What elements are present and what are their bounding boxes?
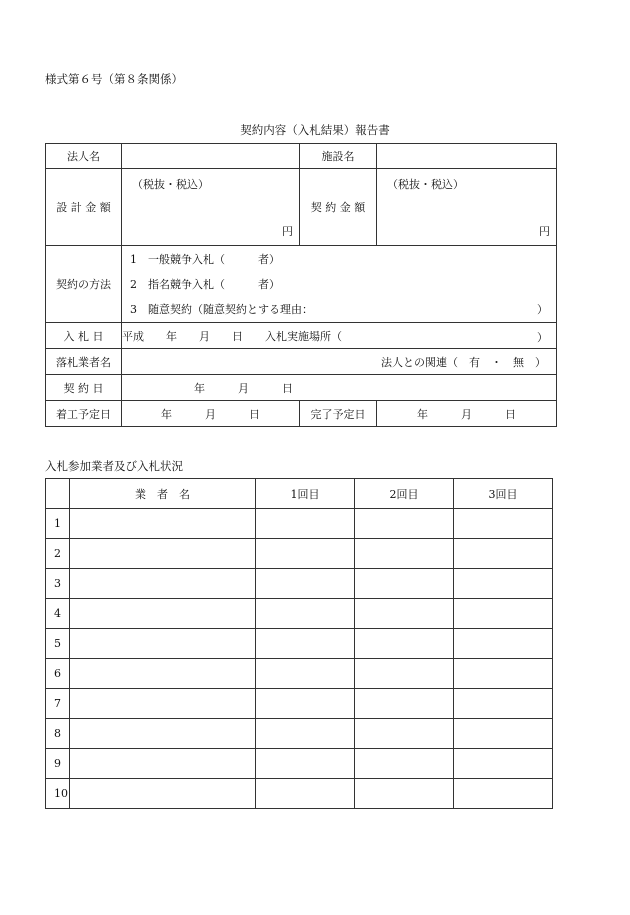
bid-place-close-paren: ） — [537, 331, 548, 344]
method-general-competitive[interactable]: 1 一般競争入札（ 者） — [130, 252, 280, 266]
bid-status-table — [45, 478, 553, 809]
round-1-cell[interactable] — [256, 779, 355, 809]
round-1-cell[interactable] — [256, 539, 355, 569]
round-1-cell[interactable] — [256, 629, 355, 659]
end-date-label: 完了予定日 — [300, 401, 377, 427]
contract-date-value: 年 月 日 — [194, 381, 293, 395]
vendor-name-cell[interactable] — [70, 539, 256, 569]
contract-report-table — [45, 143, 557, 427]
design-amount-yen: 円 — [282, 225, 293, 238]
method-negotiated-close-paren: ） — [537, 302, 548, 316]
row-number: 5 — [46, 629, 70, 659]
facility-field[interactable] — [377, 144, 557, 169]
contract-amount-tax-note: （税抜・税込） — [387, 178, 464, 191]
bid-date-value: 平成 年 月 日 — [122, 329, 243, 343]
contract-amount-field[interactable] — [377, 169, 557, 246]
winner-label: 落札業者名 — [46, 349, 122, 375]
corp-name-label: 法人名 — [46, 144, 122, 169]
header-round-2: 2回目 — [355, 479, 454, 509]
row-number: 6 — [46, 659, 70, 689]
round-3-cell[interactable] — [454, 539, 553, 569]
round-2-cell[interactable] — [355, 689, 454, 719]
row-number: 9 — [46, 749, 70, 779]
contract-amount-yen: 円 — [539, 225, 550, 238]
round-3-cell[interactable] — [454, 659, 553, 689]
table-row — [46, 599, 553, 629]
vendor-name-cell[interactable] — [70, 719, 256, 749]
round-1-cell[interactable] — [256, 509, 355, 539]
document-title: 契約内容（入札結果）報告書 — [240, 123, 390, 137]
round-2-cell[interactable] — [355, 659, 454, 689]
vendor-name-cell[interactable] — [70, 659, 256, 689]
round-1-cell[interactable] — [256, 749, 355, 779]
bid-date-label: 入 札 日 — [46, 323, 122, 349]
header-round-1: 1回目 — [256, 479, 355, 509]
round-3-cell[interactable] — [454, 509, 553, 539]
contract-date-label: 契 約 日 — [46, 375, 122, 401]
bid-table-header-row — [46, 479, 553, 509]
header-no — [46, 479, 70, 509]
round-1-cell[interactable] — [256, 569, 355, 599]
round-3-cell[interactable] — [454, 599, 553, 629]
form-number: 様式第６号（第８条関係） — [45, 72, 183, 86]
round-2-cell[interactable] — [355, 629, 454, 659]
design-amount-tax-note: （税抜・税込） — [132, 178, 209, 191]
row-number: 7 — [46, 689, 70, 719]
row-number: 2 — [46, 539, 70, 569]
round-2-cell[interactable] — [355, 509, 454, 539]
start-date-label: 着工予定日 — [46, 401, 122, 427]
design-amount-label: 設 計 金 額 — [46, 169, 122, 246]
round-3-cell[interactable] — [454, 689, 553, 719]
method-designated-competitive[interactable]: 2 指名競争入札（ 者） — [130, 277, 280, 291]
round-3-cell[interactable] — [454, 779, 553, 809]
round-2-cell[interactable] — [355, 749, 454, 779]
round-1-cell[interactable] — [256, 599, 355, 629]
vendor-name-cell[interactable] — [70, 629, 256, 659]
vendor-name-cell[interactable] — [70, 689, 256, 719]
vendor-name-cell[interactable] — [70, 749, 256, 779]
round-2-cell[interactable] — [355, 569, 454, 599]
facility-label: 施設名 — [300, 144, 377, 169]
round-2-cell[interactable] — [355, 539, 454, 569]
table-row — [46, 539, 553, 569]
table-row — [46, 509, 553, 539]
corp-name-field[interactable] — [122, 144, 300, 169]
round-1-cell[interactable] — [256, 719, 355, 749]
round-3-cell[interactable] — [454, 629, 553, 659]
bid-section-title: 入札参加業者及び入札状況 — [45, 459, 183, 473]
contract-method-label: 契約の方法 — [46, 246, 122, 323]
vendor-name-cell[interactable] — [70, 569, 256, 599]
winner-relation-field[interactable] — [122, 349, 557, 375]
method-negotiated-label: 3 随意契約（随意契約とする理由： — [130, 302, 313, 316]
header-vendor-name: 業 者 名 — [70, 479, 256, 509]
relation-text: 法人との関連（ 有 ・ 無 ） — [381, 355, 546, 369]
contract-date-field[interactable] — [122, 375, 557, 401]
contract-amount-label: 契 約 金 額 — [300, 169, 377, 246]
table-row — [46, 569, 553, 599]
design-amount-field[interactable] — [122, 169, 300, 246]
end-date-value: 年 月 日 — [417, 407, 516, 421]
round-1-cell[interactable] — [256, 659, 355, 689]
round-3-cell[interactable] — [454, 719, 553, 749]
row-number: 10 — [46, 779, 70, 809]
table-row — [46, 629, 553, 659]
vendor-name-cell[interactable] — [70, 779, 256, 809]
row-number: 4 — [46, 599, 70, 629]
start-date-field[interactable] — [122, 401, 300, 427]
header-round-3: 3回目 — [454, 479, 553, 509]
table-row — [46, 779, 553, 809]
row-number: 3 — [46, 569, 70, 599]
row-number: 1 — [46, 509, 70, 539]
vendor-name-cell[interactable] — [70, 599, 256, 629]
contract-method-options — [122, 246, 557, 323]
table-row — [46, 719, 553, 749]
round-2-cell[interactable] — [355, 599, 454, 629]
vendor-name-cell[interactable] — [70, 509, 256, 539]
round-2-cell[interactable] — [355, 779, 454, 809]
end-date-field[interactable] — [377, 401, 557, 427]
round-2-cell[interactable] — [355, 719, 454, 749]
method-negotiated[interactable] — [122, 297, 556, 322]
round-3-cell[interactable] — [454, 749, 553, 779]
bid-place-label: 入札実施場所（ — [265, 329, 342, 343]
table-row — [46, 749, 553, 779]
table-row — [46, 689, 553, 719]
row-number: 8 — [46, 719, 70, 749]
bid-date-place-field[interactable] — [122, 323, 557, 349]
start-date-value: 年 月 日 — [161, 407, 260, 421]
round-1-cell[interactable] — [256, 689, 355, 719]
round-3-cell[interactable] — [454, 569, 553, 599]
table-row — [46, 659, 553, 689]
